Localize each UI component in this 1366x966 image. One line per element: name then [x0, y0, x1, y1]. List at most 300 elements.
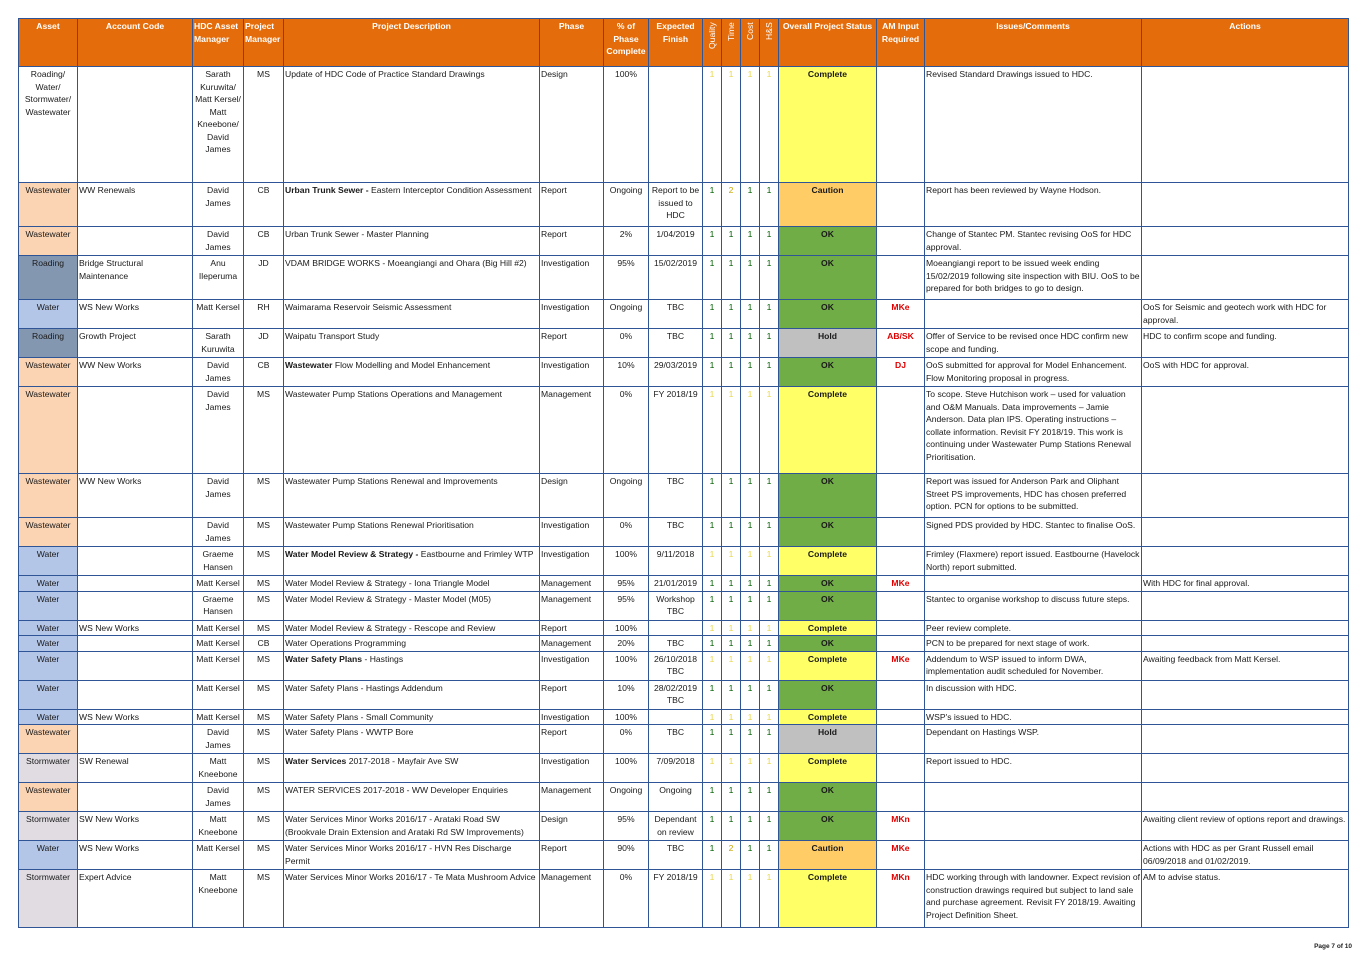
header-row [19, 19, 1349, 67]
phase-cell: Report [540, 227, 604, 256]
status-badge: OK [779, 576, 877, 592]
cost-score: 1 [741, 636, 760, 652]
account-code-cell [78, 67, 193, 183]
hs-score: 1 [760, 183, 779, 227]
quality-score: 1 [703, 636, 722, 652]
table-row [19, 358, 1349, 387]
am-input-cell: MKe [877, 576, 925, 592]
col-issues: Issues/Comments [925, 19, 1142, 67]
time-score: 1 [722, 636, 741, 652]
am-input-cell [877, 227, 925, 256]
hdc-manager-cell: Graeme Hansen [193, 547, 244, 576]
project-manager-cell: CB [244, 358, 284, 387]
time-score: 1 [722, 67, 741, 183]
table-row [19, 620, 1349, 636]
status-badge: OK [779, 300, 877, 329]
description-cell [284, 754, 540, 783]
project-manager-cell: CB [244, 636, 284, 652]
issues-cell: Revised Standard Drawings issued to HDC. [925, 67, 1142, 183]
hs-score: 1 [760, 576, 779, 592]
finish-cell [649, 67, 703, 183]
project-manager-cell: MS [244, 754, 284, 783]
phase-cell: Investigation [540, 709, 604, 725]
hdc-manager-cell: Matt Kersel [193, 651, 244, 680]
quality-score: 1 [703, 183, 722, 227]
status-badge: Complete [779, 651, 877, 680]
finish-cell: 28/02/2019 TBC [649, 680, 703, 709]
actions-cell: Actions with HDC as per Grant Russell email 06/09/2018 and 01/02/2019. [1142, 841, 1349, 870]
table-row [19, 783, 1349, 812]
pct-cell: 100% [604, 67, 649, 183]
actions-cell: HDC to confirm scope and funding. [1142, 329, 1349, 358]
description-text: Wastewater Pump Stations Renewal Prioritisation [285, 520, 474, 530]
time-score: 1 [722, 300, 741, 329]
quality-score: 1 [703, 620, 722, 636]
col-time [722, 19, 741, 67]
col-quality [703, 19, 722, 67]
am-input-cell [877, 620, 925, 636]
issues-cell [925, 300, 1142, 329]
time-score: 1 [722, 591, 741, 620]
asset-cell: Water [19, 680, 78, 709]
phase-cell: Management [540, 783, 604, 812]
asset-cell: Roading/ Water/ Stormwater/ Wastewater [19, 67, 78, 183]
description-text: Water Services Minor Works 2016/17 - Arataki Road SW (Brookvale Drain Extension and Arataki Rd SW Improvements) [285, 814, 524, 837]
hdc-manager-cell: Graeme Hansen [193, 591, 244, 620]
am-input-cell: MKn [877, 870, 925, 928]
quality-score: 1 [703, 329, 722, 358]
am-input-cell [877, 680, 925, 709]
time-score: 1 [722, 547, 741, 576]
cost-score: 1 [741, 754, 760, 783]
am-input-cell [877, 183, 925, 227]
asset-cell: Water [19, 709, 78, 725]
am-input-cell [877, 387, 925, 474]
finish-cell: TBC [649, 725, 703, 754]
project-manager-cell: MS [244, 591, 284, 620]
cost-score: 1 [741, 620, 760, 636]
am-input-cell [877, 636, 925, 652]
description-text: Flow Modelling and Model Enhancement [332, 360, 491, 370]
description-cell [284, 358, 540, 387]
hs-score: 1 [760, 725, 779, 754]
description-cell [284, 518, 540, 547]
description-bold: Water Services [285, 756, 347, 766]
cost-score: 1 [741, 300, 760, 329]
account-code-cell [78, 680, 193, 709]
asset-cell: Roading [19, 256, 78, 300]
quality-score: 1 [703, 358, 722, 387]
finish-cell: FY 2018/19 [649, 870, 703, 928]
actions-cell [1142, 67, 1349, 183]
account-code-cell: Bridge Structural Maintenance [78, 256, 193, 300]
status-badge: Complete [779, 547, 877, 576]
quality-score: 1 [703, 591, 722, 620]
phase-cell: Management [540, 576, 604, 592]
table-row [19, 183, 1349, 227]
description-text: Water Model Review & Strategy - Master Model (M05) [285, 593, 491, 604]
hdc-manager-cell: David James [193, 725, 244, 754]
hs-score: 1 [760, 783, 779, 812]
description-text: Waipatu Transport Study [285, 331, 380, 341]
account-code-cell: WW New Works [78, 358, 193, 387]
account-code-cell [78, 518, 193, 547]
description-cell [284, 547, 540, 576]
phase-cell: Investigation [540, 358, 604, 387]
time-score: 1 [722, 783, 741, 812]
am-input-cell: MKn [877, 812, 925, 841]
col-description: Project Description [284, 19, 540, 67]
cost-score: 1 [741, 783, 760, 812]
hdc-manager-cell: Matt Kersel [193, 709, 244, 725]
actions-cell [1142, 547, 1349, 576]
status-badge: OK [779, 636, 877, 652]
cost-score: 1 [741, 812, 760, 841]
am-input-cell [877, 518, 925, 547]
cost-score: 1 [741, 387, 760, 474]
pct-cell: 0% [604, 870, 649, 928]
quality-score: 1 [703, 576, 722, 592]
table-row [19, 474, 1349, 518]
asset-cell: Stormwater [19, 870, 78, 928]
issues-cell: Report has been reviewed by Wayne Hodson. [925, 183, 1142, 227]
status-badge: Hold [779, 329, 877, 358]
description-cell [284, 680, 540, 709]
table-row [19, 680, 1349, 709]
phase-cell: Management [540, 591, 604, 620]
description-cell [284, 591, 540, 620]
pct-cell: 20% [604, 636, 649, 652]
hs-score: 1 [760, 636, 779, 652]
hdc-manager-cell: David James [193, 474, 244, 518]
issues-cell: Report issued to HDC. [925, 754, 1142, 783]
quality-score: 1 [703, 256, 722, 300]
actions-cell [1142, 725, 1349, 754]
hs-score: 1 [760, 329, 779, 358]
phase-cell: Investigation [540, 754, 604, 783]
finish-cell: TBC [649, 518, 703, 547]
status-badge: Complete [779, 387, 877, 474]
pct-cell: 95% [604, 591, 649, 620]
status-badge: Complete [779, 620, 877, 636]
pct-cell: 95% [604, 812, 649, 841]
hdc-manager-cell: Matt Kersel [193, 300, 244, 329]
table-row [19, 329, 1349, 358]
description-text: Water Safety Plans - WWTP Bore [285, 727, 414, 737]
finish-cell: TBC [649, 474, 703, 518]
actions-cell: With HDC for final approval. [1142, 576, 1349, 592]
project-manager-cell: MS [244, 870, 284, 928]
time-score: 1 [722, 358, 741, 387]
asset-cell: Water [19, 636, 78, 652]
table-row [19, 387, 1349, 474]
actions-cell: Awaiting feedback from Matt Kersel. [1142, 651, 1349, 680]
actions-cell [1142, 709, 1349, 725]
account-code-cell: Growth Project [78, 329, 193, 358]
table-row [19, 591, 1349, 620]
account-code-cell: WS New Works [78, 841, 193, 870]
hs-score: 1 [760, 680, 779, 709]
hs-score: 1 [760, 227, 779, 256]
description-text: Water Services Minor Works 2016/17 - HVN Res Discharge Permit [285, 843, 512, 866]
description-cell [284, 636, 540, 652]
hs-score: 1 [760, 841, 779, 870]
actions-cell: Awaiting client review of options report and drawings. [1142, 812, 1349, 841]
issues-cell: In discussion with HDC. [925, 680, 1142, 709]
cost-score: 1 [741, 256, 760, 300]
account-code-cell: WW New Works [78, 474, 193, 518]
asset-cell: Stormwater [19, 812, 78, 841]
actions-cell: OoS for Seismic and geotech work with HDC for approval. [1142, 300, 1349, 329]
table-row [19, 67, 1349, 183]
time-score: 1 [722, 709, 741, 725]
phase-cell: Report [540, 725, 604, 754]
description-cell [284, 387, 540, 474]
account-code-cell: SW New Works [78, 812, 193, 841]
quality-score: 1 [703, 651, 722, 680]
status-badge: Hold [779, 725, 877, 754]
table-row [19, 754, 1349, 783]
time-score: 1 [722, 651, 741, 680]
description-text: Wastewater Pump Stations Renewal and Improvements [285, 476, 498, 486]
table-row [19, 725, 1349, 754]
finish-cell: Report to be issued to HDC [649, 183, 703, 227]
pct-cell: Ongoing [604, 783, 649, 812]
finish-cell: 9/11/2018 [649, 547, 703, 576]
asset-cell: Wastewater [19, 183, 78, 227]
asset-cell: Water [19, 547, 78, 576]
issues-cell: Offer of Service to be revised once HDC confirm new scope and funding. [925, 329, 1142, 358]
phase-cell: Management [540, 870, 604, 928]
am-input-cell: AB/SK [877, 329, 925, 358]
project-status-table [18, 18, 1349, 928]
table-row [19, 300, 1349, 329]
quality-score: 1 [703, 547, 722, 576]
hdc-manager-cell: David James [193, 783, 244, 812]
description-text: Waimarama Reservoir Seismic Assessment [285, 302, 452, 312]
col-pct: % of Phase Complete [604, 19, 649, 67]
pct-cell: Ongoing [604, 183, 649, 227]
table-body [19, 67, 1349, 928]
finish-cell: 26/10/2018 TBC [649, 651, 703, 680]
table-row [19, 547, 1349, 576]
pct-cell: 100% [604, 620, 649, 636]
issues-cell [925, 812, 1142, 841]
hdc-manager-cell: Matt Kersel [193, 680, 244, 709]
status-badge: Caution [779, 183, 877, 227]
project-manager-cell: CB [244, 183, 284, 227]
description-cell [284, 725, 540, 754]
phase-cell: Management [540, 636, 604, 652]
col-asset: Asset [19, 19, 78, 67]
asset-cell: Water [19, 651, 78, 680]
hs-score: 1 [760, 358, 779, 387]
issues-cell: Peer review complete. [925, 620, 1142, 636]
hs-score: 1 [760, 591, 779, 620]
hs-score: 1 [760, 754, 779, 783]
quality-score: 1 [703, 300, 722, 329]
cost-score: 1 [741, 709, 760, 725]
project-manager-cell: JD [244, 256, 284, 300]
pct-cell: 0% [604, 329, 649, 358]
asset-cell: Wastewater [19, 518, 78, 547]
actions-cell [1142, 754, 1349, 783]
pct-cell: 2% [604, 227, 649, 256]
hdc-manager-cell: Matt Kneebone [193, 754, 244, 783]
description-text: Water Services Minor Works 2016/17 - Te Mata Mushroom Advice [285, 872, 536, 882]
time-score: 1 [722, 329, 741, 358]
phase-cell: Design [540, 812, 604, 841]
issues-cell: Change of Stantec PM. Stantec revising OoS for HDC approval. [925, 227, 1142, 256]
finish-cell: 15/02/2019 [649, 256, 703, 300]
actions-cell [1142, 620, 1349, 636]
hdc-manager-cell: Matt Kneebone [193, 812, 244, 841]
hs-score: 1 [760, 518, 779, 547]
am-input-cell [877, 474, 925, 518]
status-badge: Complete [779, 870, 877, 928]
pct-cell: 100% [604, 709, 649, 725]
time-score: 2 [722, 841, 741, 870]
finish-cell: 29/03/2019 [649, 358, 703, 387]
status-badge: OK [779, 591, 877, 620]
table-row [19, 812, 1349, 841]
time-score: 1 [722, 680, 741, 709]
am-input-cell [877, 725, 925, 754]
description-cell [284, 576, 540, 592]
project-manager-cell: MS [244, 620, 284, 636]
asset-cell: Stormwater [19, 754, 78, 783]
project-manager-cell: CB [244, 227, 284, 256]
cost-score: 1 [741, 680, 760, 709]
description-bold: Water Model Review & Strategy - [285, 549, 421, 559]
hdc-manager-cell: David James [193, 387, 244, 474]
asset-cell: Wastewater [19, 783, 78, 812]
pct-cell: 95% [604, 576, 649, 592]
asset-cell: Water [19, 300, 78, 329]
table-row [19, 636, 1349, 652]
status-badge: Complete [779, 67, 877, 183]
issues-cell: Frimley (Flaxmere) report issued. Eastbourne (Havelock North) report submitted. [925, 547, 1142, 576]
table-row [19, 841, 1349, 870]
hdc-manager-cell: David James [193, 183, 244, 227]
description-bold: Wastewater [285, 360, 333, 370]
pct-cell: 10% [604, 680, 649, 709]
status-badge: Complete [779, 754, 877, 783]
time-score: 1 [722, 870, 741, 928]
phase-cell: Investigation [540, 256, 604, 300]
hdc-manager-cell: Matt Kneebone [193, 870, 244, 928]
project-manager-cell: MS [244, 725, 284, 754]
cost-score: 1 [741, 651, 760, 680]
table-row [19, 256, 1349, 300]
hs-score: 1 [760, 709, 779, 725]
pct-cell: Ongoing [604, 474, 649, 518]
description-cell [284, 651, 540, 680]
table-row [19, 870, 1349, 928]
asset-cell: Water [19, 620, 78, 636]
description-text: Water Safety Plans - Small Community [285, 711, 434, 722]
description-text: WATER SERVICES 2017-2018 - WW Developer Enquiries [285, 785, 508, 795]
asset-cell: Water [19, 591, 78, 620]
description-cell [284, 620, 540, 636]
project-manager-cell: MS [244, 474, 284, 518]
col-hdc-manager: HDC Asset Manager [193, 19, 244, 67]
hdc-manager-cell: Matt Kersel [193, 576, 244, 592]
col-cost [741, 19, 760, 67]
issues-cell: Addendum to WSP issued to inform DWA, implementation audit scheduled for November. [925, 651, 1142, 680]
issues-cell: Report was issued for Anderson Park and Oliphant Street PS improvements, HDC has chosen preferred option. PCN for options to be submitted. [925, 474, 1142, 518]
hdc-manager-cell: David James [193, 227, 244, 256]
actions-cell [1142, 518, 1349, 547]
actions-cell: AM to advise status. [1142, 870, 1349, 928]
description-cell [284, 841, 540, 870]
hdc-manager-cell: David James [193, 358, 244, 387]
pct-cell: Ongoing [604, 300, 649, 329]
phase-cell: Report [540, 329, 604, 358]
status-badge: Caution [779, 841, 877, 870]
description-text: VDAM BRIDGE WORKS - Moeangiangi and Ohara (Big Hill #2) [285, 258, 527, 268]
hdc-manager-cell: Matt Kersel [193, 620, 244, 636]
cost-score: 1 [741, 67, 760, 183]
am-input-cell [877, 256, 925, 300]
description-text: - Hastings [362, 653, 404, 664]
project-manager-cell: MS [244, 651, 284, 680]
description-text: Water Model Review & Strategy - Rescope and Review [285, 622, 496, 633]
status-badge: OK [779, 783, 877, 812]
time-score: 1 [722, 812, 741, 841]
finish-cell: TBC [649, 329, 703, 358]
cost-score: 1 [741, 547, 760, 576]
am-input-cell: MKe [877, 300, 925, 329]
phase-cell: Report [540, 680, 604, 709]
issues-cell [925, 841, 1142, 870]
description-text: Water Model Review & Strategy - Iona Triangle Model [285, 578, 490, 588]
cost-score: 1 [741, 474, 760, 518]
pct-cell: 0% [604, 518, 649, 547]
description-text: Water Operations Programming [285, 638, 406, 648]
time-score: 1 [722, 387, 741, 474]
project-manager-cell: MS [244, 518, 284, 547]
asset-cell: Wastewater [19, 725, 78, 754]
asset-cell: Wastewater [19, 358, 78, 387]
asset-cell: Wastewater [19, 387, 78, 474]
project-manager-cell: MS [244, 812, 284, 841]
project-manager-cell: MS [244, 783, 284, 812]
finish-cell: Ongoing [649, 783, 703, 812]
am-input-cell [877, 67, 925, 183]
am-input-cell: MKe [877, 841, 925, 870]
table-row [19, 576, 1349, 592]
finish-cell: 21/01/2019 [649, 576, 703, 592]
account-code-cell: WS New Works [78, 300, 193, 329]
hs-score: 1 [760, 620, 779, 636]
project-manager-cell: MS [244, 709, 284, 725]
description-cell [284, 870, 540, 928]
time-score: 1 [722, 256, 741, 300]
project-manager-cell: MS [244, 680, 284, 709]
project-manager-cell: MS [244, 67, 284, 183]
status-badge: Complete [779, 709, 877, 725]
hs-score: 1 [760, 812, 779, 841]
hs-score: 1 [760, 870, 779, 928]
col-cost-label: Cost [744, 22, 755, 40]
account-code-cell [78, 783, 193, 812]
finish-cell [649, 709, 703, 725]
hs-score: 1 [760, 651, 779, 680]
pct-cell: 10% [604, 358, 649, 387]
issues-cell: Moeangiangi report to be issued week ending 15/02/2019 following site inspection with BIU. OoS to be prepared for both bridges to go to design. [925, 256, 1142, 300]
am-input-cell [877, 547, 925, 576]
